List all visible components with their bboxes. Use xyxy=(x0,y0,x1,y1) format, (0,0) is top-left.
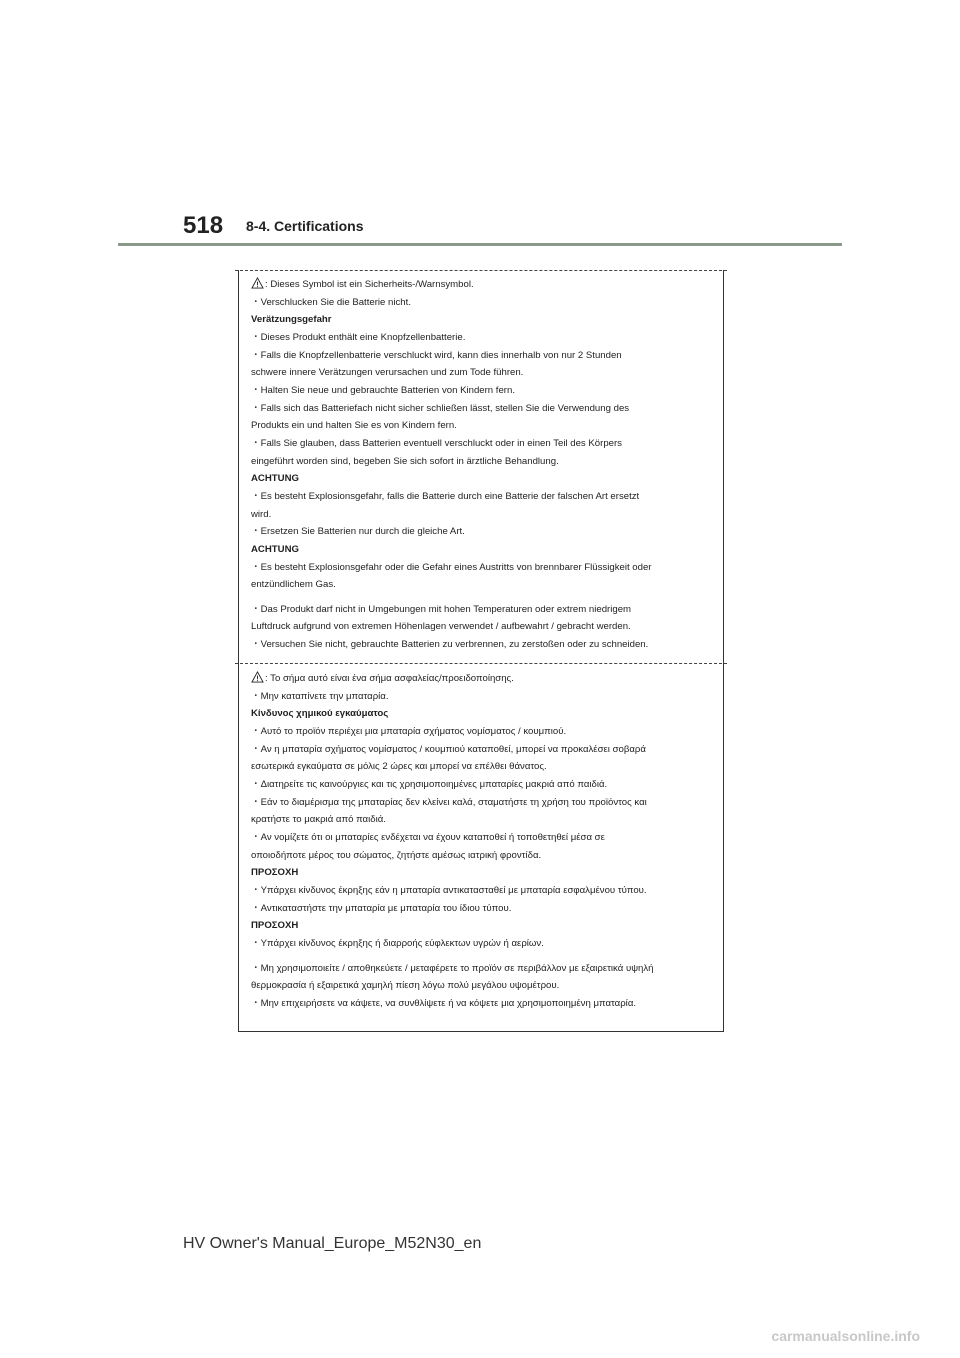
text-line: θερμοκρασία ή εξαιρετικά χαμηλή πίεση λόγω πολύ μεγάλου υψομέτρου. xyxy=(251,980,560,992)
german-symbol-line xyxy=(251,276,719,294)
text-line: ・Das Produkt darf nicht in Umgebungen mit hohen Temperaturen oder extrem niedrigem xyxy=(251,603,632,615)
greek-lines xyxy=(251,688,719,1013)
text-line: schwere innere Verätzungen verursachen und zum Tode führen. xyxy=(251,367,524,379)
german-symbol-text: : Dieses Symbol ist ein Sicherheits-/Warnsymbol. xyxy=(265,279,474,290)
text-line: entzündlichem Gas. xyxy=(251,579,336,591)
language-divider xyxy=(235,663,727,664)
text-line: ・Halten Sie neue und gebrauchte Batterien von Kindern fern. xyxy=(251,384,516,396)
text-line: ・Dieses Produkt enthält eine Knopfzellenbatterie. xyxy=(251,331,466,343)
text-line: Luftdruck aufgrund von extremen Höhenlagen verwendet / aufbewahrt / gebracht werden. xyxy=(251,621,631,633)
greek-section xyxy=(251,670,719,1012)
text-line: ・Εάν το διαμέρισμα της μπαταρίας δεν κλείνει καλά, σταματήστε τη χρήση του προϊόντος και xyxy=(251,796,647,808)
text-line: Produkts ein und halten Sie es von Kindern fern. xyxy=(251,420,457,432)
text-line: εσωτερικά εγκαύματα σε μόλις 2 ώρες και μπορεί να επέλθει θάνατος. xyxy=(251,761,547,773)
text-line: ・Falls die Knopfzellenbatterie verschluckt wird, kann dies innerhalb von nur 2 Stunden xyxy=(251,349,622,361)
warning-heading: Verätzungsgefahr xyxy=(251,314,332,326)
text-line: ・Es besteht Explosionsgefahr oder die Gefahr eines Austritts von brennbarer Flüssigkeit oder xyxy=(251,561,652,573)
text-line: ・Αν η μπαταρία σχήματος νομίσματος / κουμπιού καταποθεί, μπορεί να προκαλέσει σοβαρά xyxy=(251,743,646,755)
text-line: κρατήστε το μακριά από παιδιά. xyxy=(251,814,386,826)
text-line: ・Υπάρχει κίνδυνος έκρηξης εάν η μπαταρία αντικατασταθεί με μπαταρία εσφαλμένου τύπου. xyxy=(251,884,647,896)
text-line: eingeführt worden sind, begeben Sie sich sofort in ärztliche Behandlung. xyxy=(251,455,559,467)
text-line: wird. xyxy=(251,508,272,520)
text-line: ・Versuchen Sie nicht, gebrauchte Batterien zu verbrennen, zu zerstoßen oder zu schneiden. xyxy=(251,639,649,651)
warning-heading: ΠΡΟΣΟΧΗ xyxy=(251,920,299,932)
text-line: ・Υπάρχει κίνδυνος έκρηξης ή διαρροής εύφλεκτων υγρών ή αερίων. xyxy=(251,937,544,949)
german-lines xyxy=(251,294,719,654)
header-rule xyxy=(118,243,842,246)
page-number: 518 xyxy=(183,212,224,239)
text-line: ・Ersetzen Sie Batterien nur durch die gleiche Art. xyxy=(251,526,465,538)
warning-heading: ACHTUNG xyxy=(251,543,299,555)
text-line: ・Αν νομίζετε ότι οι μπαταρίες ενδέχεται να έχουν καταποθεί ή τοποθετηθεί μέσα σε xyxy=(251,831,605,843)
text-line: ・Μην επιχειρήσετε να κάψετε, να συνθλίψετε ή να κόψετε μια χρησιμοποιημένη μπαταρία. xyxy=(251,997,637,1009)
text-line: ・Αντικαταστήστε την μπαταρία με μπαταρία του ίδιου τύπου. xyxy=(251,902,512,914)
text-line: ・Διατηρείτε τις καινούργιες και τις χρησιμοποιημένες μπαταρίες μακριά από παιδιά. xyxy=(251,778,608,790)
warning-heading: ΠΡΟΣΟΧΗ xyxy=(251,867,299,879)
text-line: ・Es besteht Explosionsgefahr, falls die Batterie durch eine Batterie der falschen Art ersetzt xyxy=(251,490,640,502)
manual-name: HV Owner's Manual_Europe_M52N30_en xyxy=(183,1235,482,1252)
text-line: ・Μη χρησιμοποιείτε / αποθηκεύετε / μεταφέρετε το προϊόν σε περιβάλλον με εξαιρετικά υψηλή xyxy=(251,962,654,974)
section-title: 8-4. Certifications xyxy=(246,218,364,234)
warning-triangle-icon xyxy=(251,277,264,289)
warning-heading: ACHTUNG xyxy=(251,473,299,485)
text-line: οποιοδήποτε μέρος του σώματος, ζητήστε αμέσως ιατρική φροντίδα. xyxy=(251,849,542,861)
watermark: carmanualsonline.info xyxy=(771,1328,920,1344)
warning-heading: Κίνδυνος χημικού εγκαύματος xyxy=(251,708,389,720)
text-line: ・Falls Sie glauben, dass Batterien eventuell verschluckt oder in einen Teil des Körpers xyxy=(251,437,622,449)
text-line: ・Verschlucken Sie die Batterie nicht. xyxy=(251,296,411,308)
text-line: ・Falls sich das Batteriefach nicht sicher schließen lässt, stellen Sie die Verwendung des xyxy=(251,402,630,414)
greek-symbol-line xyxy=(251,670,719,688)
warning-triangle-icon xyxy=(251,671,264,683)
certification-label-scan xyxy=(238,270,724,1032)
top-divider xyxy=(235,270,727,271)
german-section xyxy=(251,276,719,654)
text-line: ・Μην καταπίνετε την μπαταρία. xyxy=(251,690,389,702)
greek-symbol-text: : Το σήμα αυτό είναι ένα σήμα ασφαλείας/προειδοποίησης. xyxy=(265,673,514,684)
text-line: ・Αυτό το προϊόν περιέχει μια μπαταρία σχήματος νομίσματος / κουμπιού. xyxy=(251,725,567,737)
